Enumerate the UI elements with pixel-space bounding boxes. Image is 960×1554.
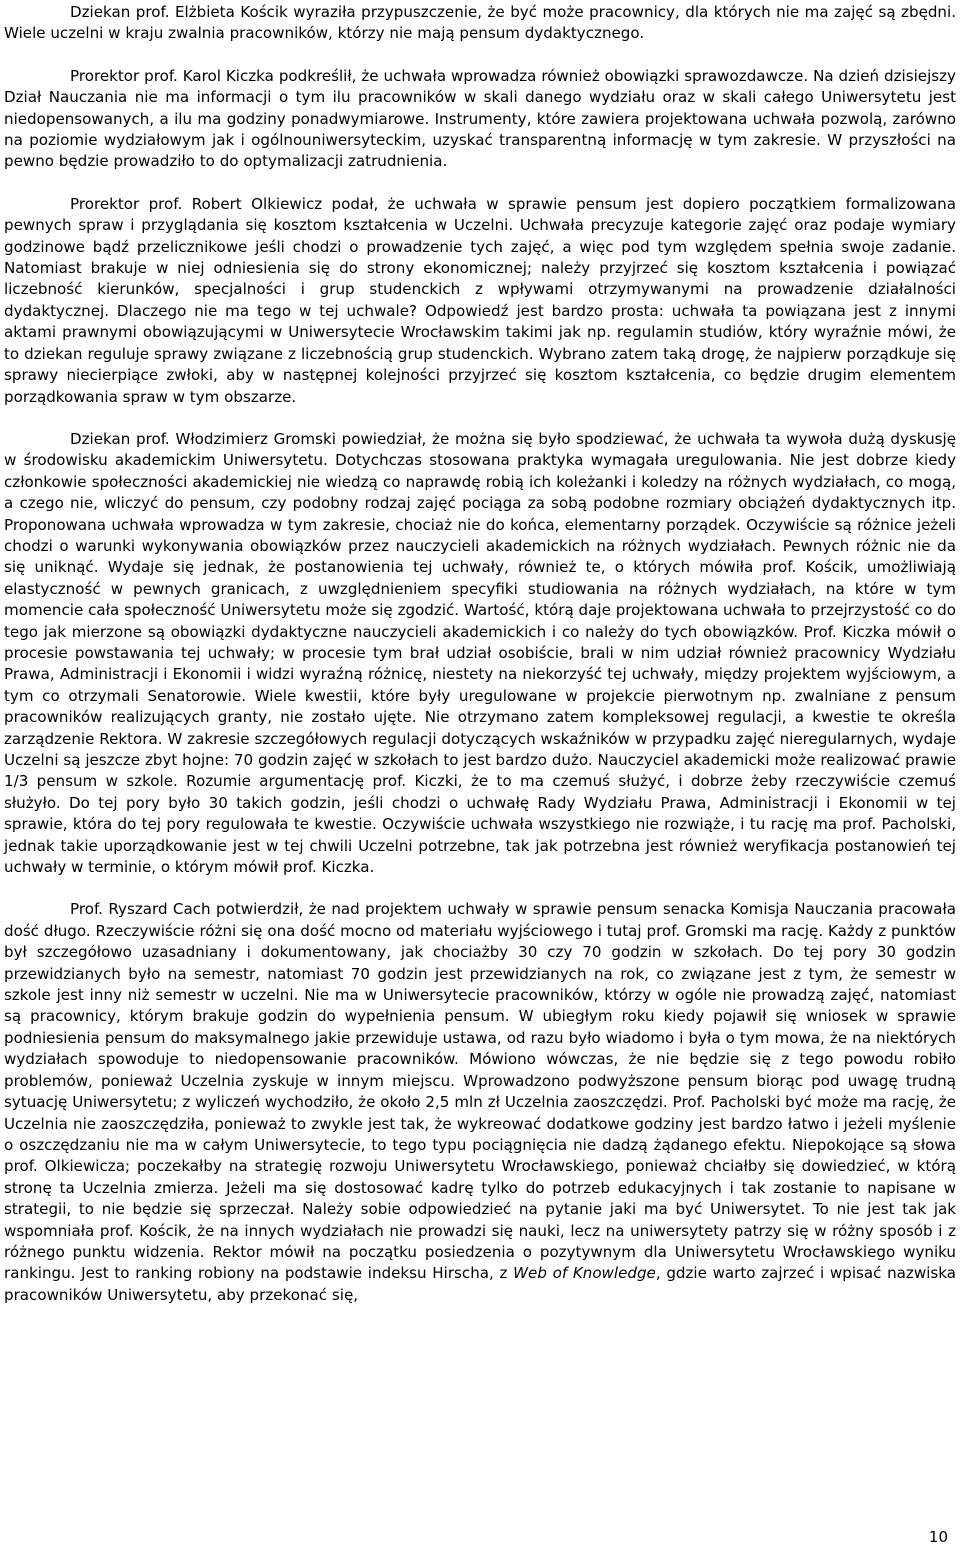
web-of-knowledge-title: Web of Knowledge bbox=[513, 1264, 656, 1283]
paragraph-cach-ending: , gdzie warto zajrzeć i wpisać nazwiska pracowników Uniwersytetu, aby przekonać się, bbox=[4, 1264, 956, 1304]
page-number: 10 bbox=[928, 1528, 948, 1546]
body-text bbox=[4, 2, 956, 1306]
paragraph-gromski: Dziekan prof. Włodzimierz Gromski powiedział, że można się było spodziewać, że uchwała ta wywoła dużą dyskusję w środowisku akademickim Uniwersytetu. Dotychczas stosowana praktyka wymagała uregulowania. Nie jest dobrze kiedy członkowie społeczności akademickiej nie wiedzą co naprawdę robią ich koleżanki i koledzy na różnych wydziałach, co mogą, a czego nie, wliczyć do pensum, czy podobny rodzaj zajęć pociąga za sobą podobne rozmiary obciążeń dydaktycznych itp. Proponowana uchwała wprowadza w tym zakresie, chociaż nie do końca, elementarny porządek. Oczywiście są różnice jeżeli chodzi o warunki wykonywania obowiązków przez nauczycieli akademickich na różnych wydziałach. Pewnych różnic nie da się uniknąć. Wydaje się jednak, że postanowienia tej uchwały, również te, o których mówiła prof. Kościk, umożliwiają elastyczność w pewnych granicach, z uwzględnieniem specyfiki studiowania na różnych wydziałach, na które w tym momencie cała społeczność Uniwersytetu może się zgodzić. Wartość, którą daje projektowana uchwała to przejrzystość co do tego jak mierzone są obowiązki dydaktyczne nauczycieli akademickich i co należy do tych obowiązków. Prof. Kiczka mówił o procesie powstawania tej uchwały; w procesie tym brał udział osobiście, brali w nim udział również pracownicy Wydziału Prawa, Administracji i Ekonomii i widzi wyraźną różnicę, niestety na niekorzyść tej uchwały, między projektem wyjściowym, a tym co otrzymali Senatorowie. Wiele kwestii, które były uregulowane w projekcie pierwotnym np. zwalniane z pensum pracowników realizujących granty, nie zostało ujęte. Nie otrzymano zatem kompleksowej regulacji, a kwestie te określa zarządzenie Rektora. W zakresie szczegółowych regulacji dotyczących wskaźników w przypadku zajęć nieregularnych, wydaje Uczelni są jeszcze zbyt hojne: 70 godzin zajęć w szkołach to jest bardzo dużo. Nauczyciel akademicki może realizować prawie 1/3 pensum w szkole. Rozumie argumentację prof. Kiczki, że to ma czemuś służyć, i dobrze żeby rzeczywiście czemuś służyło. Do tej pory było 30 takich godzin, jeśli chodzi o uchwałę Rady Wydziału Prawa, Administracji i Ekonomii w tej sprawie, która do tej pory regulowała te kwestie. Oczywiście uchwała wszystkiego nie rozwiąże, i tu rację ma prof. Pacholski, jednak takie uporządkowanie jest w tej chwili Uczelni potrzebne, tak jak potrzebna jest również weryfikacja postanowień tej uchwały w terminie, o którym mówił prof. Kiczka. bbox=[4, 429, 956, 877]
paragraph-koscik: Dziekan prof. Elżbieta Kościk wyraziła przypuszczenie, że być może pracownicy, dla których nie ma zajęć są zbędni. Wiele uczelni w kraju zwalnia pracowników, którzy nie mają pensum dydaktycznego. bbox=[4, 3, 956, 43]
paragraph-cach bbox=[4, 899, 956, 1306]
paragraph-kiczka: Prorektor prof. Karol Kiczka podkreślił, że uchwała wprowadza również obowiązki sprawozdawcze. Na dzień dzisiejszy Dział Nauczania nie ma informacji o tym ilu pracowników w skali danego wydziału oraz w skali całego Uniwersytetu jest niedopensowanych, a ilu ma godziny ponadwymiarowe. Instrumenty, które zawiera projektowana uchwała pozwolą, zarówno na poziomie wydziałowym jak i ogólnouniwersyteckim, uzyskać transparentną informację w tym zakresie. W przyszłości na pewno będzie prowadziło to do optymalizacji zatrudnienia. bbox=[4, 66, 956, 171]
paragraph-olkiewicz: Prorektor prof. Robert Olkiewicz podał, że uchwała w sprawie pensum jest dopiero początkiem formalizowana pewnych spraw i przyglądania się kosztom kształcenia w Uczelni. Uchwała precyzuje kategorie zajęć oraz podaje wymiary godzinowe bądź przelicznikowe jeśli chodzi o prowadzenie tych zajęć, a więc pod tym względem spełnia swoje zadanie. Natomiast brakuje w niej odniesienia się do strony ekonomicznej; należy przyjrzeć się kosztom kształcenia i powiązać liczebność kierunków, specjalności i grup studenckich z wpływami otrzymywanymi na prowadzenie działalności dydaktycznej. Dlaczego nie ma tego w tej uchwale? Odpowiedź jest bardzo prosta: uchwała ta powiązana jest z innymi aktami prawnymi obowiązującymi w Uniwersytecie Wrocławskim takimi jak np. regulamin studiów, który wyraźnie mówi, że to dziekan reguluje sprawy związane z liczebnością grup studenckich. Wybrano zatem taką drogę, że najpierw porządkuje się sprawy niecierpiące zwłoki, aby w następnej kolejności przyjrzeć się kosztom kształcenia, co będzie drugim elementem porządkowania spraw w tym obszarze. bbox=[4, 194, 956, 406]
paragraph-cach-text: Prof. Ryszard Cach potwierdził, że nad projektem uchwały w sprawie pensum senacka Komisja Nauczania pracowała dość długo. Rzeczywiście różni się ona dość mocno od materiału wyjściowego i tutaj prof. Gromski ma rację. Każdy z punktów był szczegółowo uzasadniany i dokumentowany, jak chociażby 30 czy 70 godzin w szkołach. Do tej pory 30 godzin przewidzianych było na semestr, natomiast 70 godzin jest przewidzianych na rok, co związane jest z tym, że semestr w szkole jest inny niż semestr w uczelni. Nie ma w Uniwersytecie pracowników, którzy w ogóle nie prowadzą zajęć, natomiast są pracownicy, którym brakuje godzin do wypełnienia pensum. W ubiegłym roku kiedy pojawił się wniosek w sprawie podniesienia pensum do maksymalnego jakie przewiduje ustawa, od razu było wiadomo i była o tym mowa, że na niektórych wydziałach spowoduje to niedopensowanie pracowników. Mówiono wówczas, że nie będzie się z tego powodu robiło problemów, ponieważ Uczelnia zyskuje w innym miejscu. Wprowadzono podwyższone pensum biorąc pod uwagę trudną sytuację Uniwersytetu; z wyliczeń wychodziło, że około 2,5 mln zł Uczelnia zaoszczędzi. Prof. Pacholski być może ma rację, że Uczelnia nie zaoszczędziła, ponieważ to zwykle jest tak, że wykreować dodatkowe godziny jest bardzo łatwo i jeżeli myślenie o oszczędzaniu nie ma w całym Uniwersytecie, to tego typu pociągnięcia nie dadzą żądanego efektu. Niepokojące są słowa prof. Olkiewicza; poczekałby na strategię rozwoju Uniwersytetu Wrocławskiego, ponieważ chciałby się dowiedzieć, w którą stronę ta Uczelnia zmierza. Jeżeli ma się dostosować kadrę tylko do potrzeb edukacyjnych i tak zostanie to napisane w strategii, to nie będzie się sprzeczał. Należy sobie odpowiedzieć na pytanie jaki ma być Uniwersytet. To nie jest tak jak wspomniała prof. Kościk, że na innych wydziałach nie prowadzi się nauki, lecz na uniwersytety patrzy się w różny sposób i z różnego punktu widzenia. Rektor mówił na początku posiedzenia o pozytywnym dla Uniwersytetu Wrocławskiego wyniku rankingu. Jest to ranking robiony na podstawie indeksu Hirscha, z bbox=[4, 900, 956, 1283]
